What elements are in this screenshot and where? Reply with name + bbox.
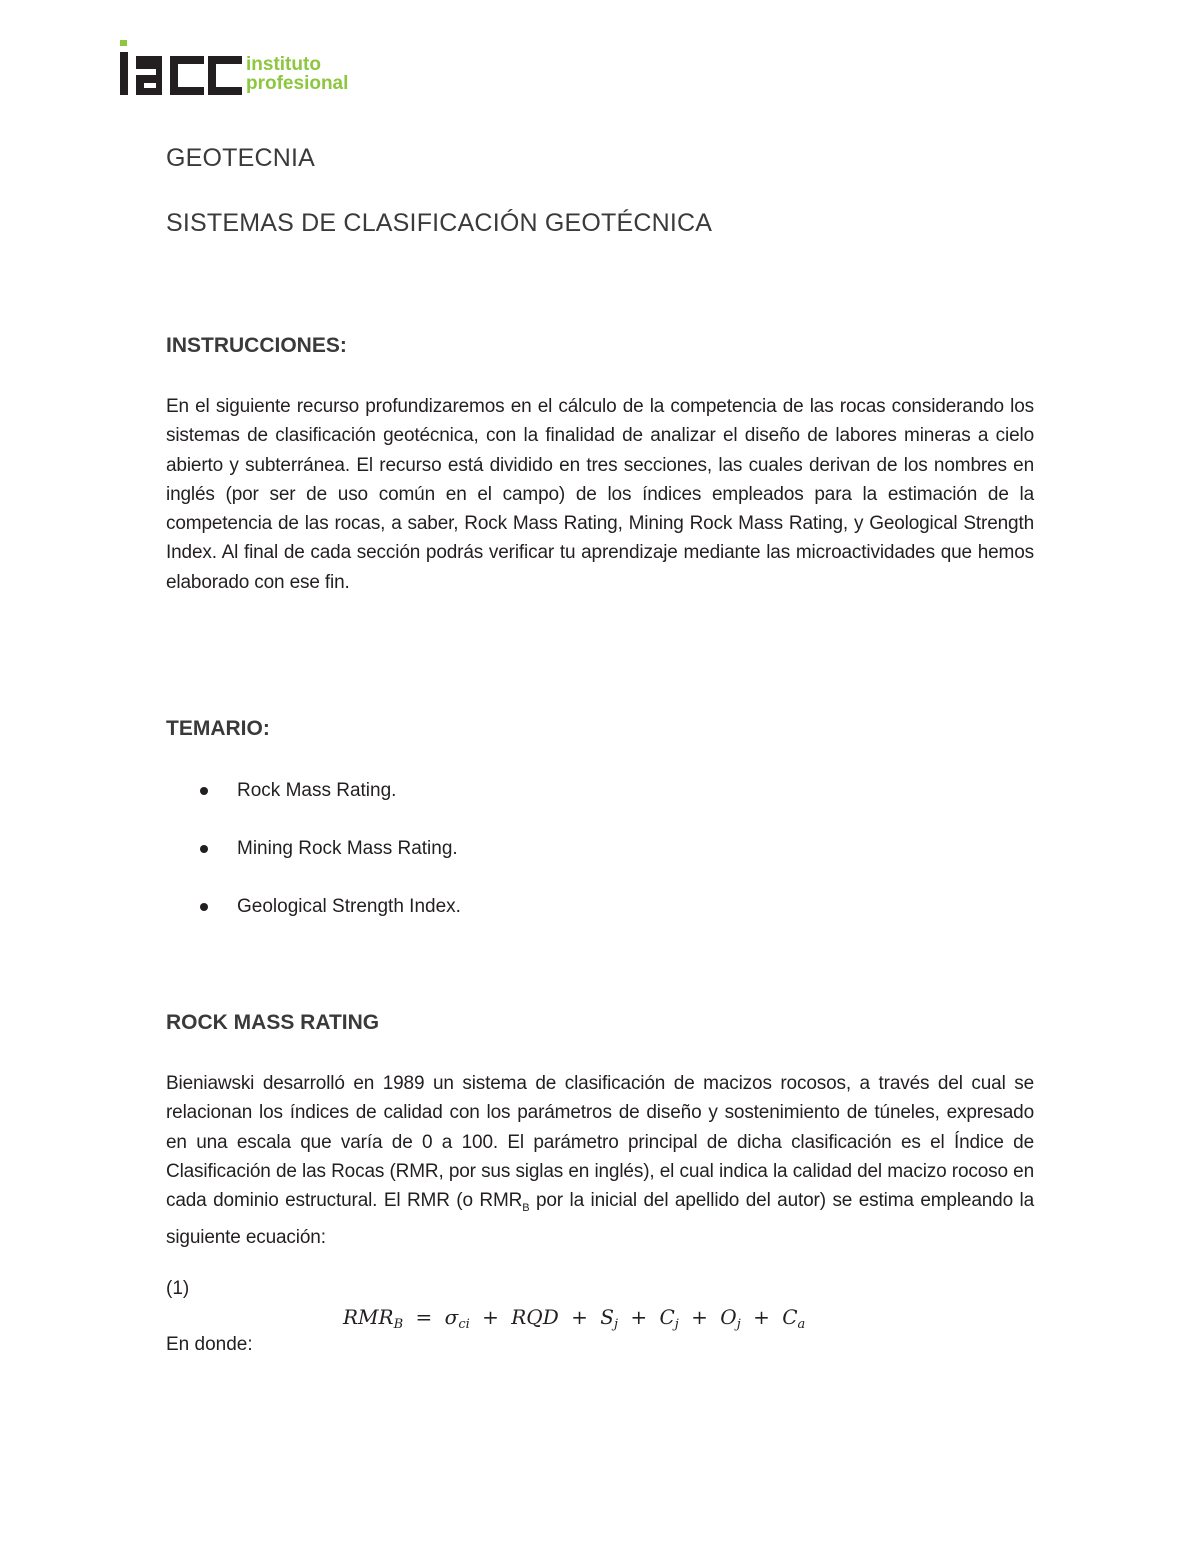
list-item	[166, 836, 461, 894]
iacc-logo	[118, 38, 368, 100]
logo-line2: profesional	[246, 73, 349, 94]
course-title: GEOTECNIA	[166, 144, 316, 172]
syllabus-item-text: Mining Rock Mass Rating.	[237, 838, 458, 859]
eq-equals: =	[415, 1305, 433, 1329]
rmr-heading: ROCK MASS RATING	[166, 1011, 380, 1034]
instructions-heading: INSTRUCCIONES:	[166, 334, 347, 357]
where-label: En donde:	[166, 1334, 253, 1355]
eq-term-ca-sub: a	[797, 1317, 806, 1332]
rmr-text-b: por la inicial del apellido del autor) se estima empleando la siguiente ecuación:	[166, 1190, 1034, 1249]
eq-plus: +	[691, 1305, 708, 1329]
list-item	[166, 894, 461, 952]
eq-term-rqd: RQD	[511, 1305, 559, 1329]
eq-lhs: RMR	[343, 1305, 394, 1329]
syllabus-item-text: Geological Strength Index.	[237, 896, 461, 917]
eq-term-c-sub: j	[674, 1317, 679, 1332]
eq-term-ca: C	[782, 1305, 798, 1329]
eq-plus: +	[482, 1305, 499, 1329]
eq-term-c: C	[659, 1305, 675, 1329]
logo-line1: instituto	[246, 54, 321, 75]
iacc-logo-mark	[118, 38, 368, 100]
eq-term-sigma: σ	[444, 1305, 459, 1329]
eq-term-o-sub: j	[736, 1317, 741, 1332]
rmr-text-a: Bieniawski desarrolló en 1989 un sistema de clasificación de macizos rocosos, a través del cual se relacionan los índices de calidad con los parámetros de diseño y sostenimiento de túneles, expresado en una escala que varía de 0 a 100. El parámetro principal de dicha clasificación es el Índice de Clasificación de las Rocas (RMR, por sus siglas en inglés), el cual indica la calidad del macizo rocoso en cada dominio estructural. El RMR (o RMR	[166, 1073, 1034, 1212]
list-item	[166, 778, 461, 836]
document-title: SISTEMAS DE CLASIFICACIÓN GEOTÉCNICA	[166, 209, 713, 237]
rmr-text-sub: B	[522, 1201, 530, 1214]
bullet-icon	[200, 845, 208, 853]
rmr-paragraph	[166, 1069, 1034, 1253]
eq-term-sigma-sub: ci	[458, 1317, 470, 1332]
eq-term-s-sub: j	[613, 1317, 618, 1332]
rmr-equation	[343, 1305, 805, 1332]
bullet-icon	[200, 787, 208, 795]
syllabus-list	[166, 778, 461, 952]
syllabus-heading: TEMARIO:	[166, 717, 270, 740]
eq-plus: +	[753, 1305, 770, 1329]
eq-lhs-sub: B	[393, 1317, 404, 1332]
instructions-paragraph: En el siguiente recurso profundizaremos en el cálculo de la competencia de las rocas considerando los sistemas de clasificación geotécnica, con la finalidad de analizar el diseño de labores mineras a cielo abierto y subterránea. El recurso está dividido en tres secciones, las cuales derivan de los nombres en inglés (por ser de uso común en el campo) de los índices empleados para la estimación de la competencia de las rocas, a saber, Rock Mass Rating, Mining Rock Mass Rating, y Geological Strength Index. Al final de cada sección podrás verificar tu aprendizaje mediante las microactividades que hemos elaborado con ese fin.	[166, 396, 1034, 593]
eq-plus: +	[571, 1305, 588, 1329]
syllabus-item-text: Rock Mass Rating.	[237, 780, 397, 801]
eq-plus: +	[630, 1305, 648, 1329]
eq-term-o: O	[720, 1305, 737, 1329]
bullet-icon	[200, 903, 208, 911]
equation-number: (1)	[166, 1278, 190, 1299]
eq-term-s: S	[600, 1305, 614, 1329]
